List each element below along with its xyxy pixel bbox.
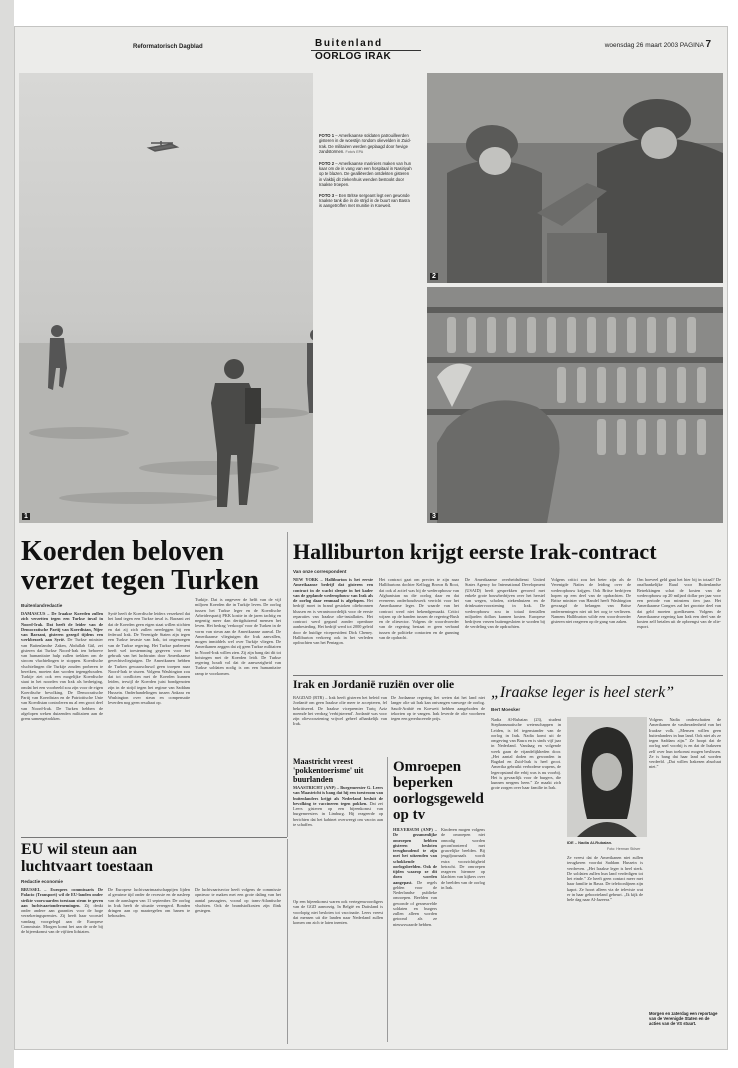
- caption-foto3-text: – Een Britse sergeant legt een gewonde Iraakse tank die in de strijd in de buurt van Basra is aangetroffen met munitie in Koeweit.: [319, 192, 410, 209]
- byline-eu: Redactie economie: [21, 879, 63, 884]
- page-date: [605, 39, 711, 50]
- column-divider: [287, 532, 288, 837]
- column-divider: [287, 839, 288, 1044]
- nadia-photo-credit: Foto: Herman Stöver: [607, 847, 641, 851]
- omroepen-lede: HILVERSUM (ANP) – De gezamenlijke omroepen hebben gisteren besloten terughoudend te zijn met het uitzenden van schokkende oorlogsbeelden. Ook de tijden waarop ze dit doen worden aangepast.: [393, 827, 437, 885]
- iraakse-leger-bottom-note: Morgen en zaterdag een reportage van de Verenigde Staten en de acties van de VS stuurt.: [649, 1011, 718, 1027]
- headline-jordanie: Irak en Jordanië ruziën over olie: [293, 679, 455, 691]
- eu-body-1: Zij denkt onder andere aan garanties voor de hoge verzekeringspremies. Zij heeft haar voorstel vandaag voorgelegd aan de Europese Commissie. Morgen komt het aan de orde bij de bijeenkomst van de vijftien lidstaten.: [21, 902, 103, 934]
- maastricht-column-2: Op een bijeenkomst waren ook vertegenwoordigers van de GGD aanwezig. In België en Duitsland is voorlopig niet besloten tot vaccinatie. Leers vreest dat mensen uit die landen naar Nederland zullen komen om zich te laten inenten.: [293, 899, 383, 925]
- photo-nadia: [567, 717, 647, 837]
- munitions-image: [427, 287, 723, 523]
- maastricht-body-1: Dat zei Leers gisteren op een bijeenkomst van burgemeesters in Limburg. Hij reageerde op berichten dat het kabinet overweegt om vaccin aan te schaffen.: [293, 800, 383, 827]
- byline-halliburton: Van onze correspondent: [293, 569, 347, 574]
- koerden-column-2: Syrië heeft de Koerdische leiders verzekerd dat het land tegen een Turkse inval is. Barzani zei dat de Koerden geen eigen staat willen stichten en dat zij zich zullen neerleggen bij een federaal Irak. De Verenigde Staten zijn tegen een Turkse invasie van Irak, tot ongenoegen van de Turkse regering. Het Turkse parlement heeft wel toestemming gegeven voor het gebruik van het luchtruim door Amerikaanse gevechtsvliegtuigen. De Amerikanen hebben de Turken gewaarschuwd geen troepen naar Noord-Irak te sturen. Volgens Washington zou dat tot conflicten met de Koerden kunnen leiden, terwijl de Koerden juist bondgenoten zijn in de strijd tegen het regime van Saddam Hussein. Onderhandelingen tussen Ankara en Washington over steun en compensatie leverden nog geen resultaat op.: [108, 611, 190, 706]
- caption-foto2-text: – Amerikaanse mariniers maken van hun kaar om de in vang van een hospitaal in Nasiriyah op te blazen. De gealliëerden ontdekten gisteren in vlakbij dit ziekenhuis wenden bestookt door Iraakse troepen.: [319, 160, 412, 188]
- nadia-portrait-image: [567, 717, 647, 837]
- photo-captions: [319, 133, 413, 214]
- eu-column-3: De luchtvaartsector heeft volgens de commissie opnieuw te maken met een grote daling van het aantal passagiers, vooral op trans-Atlantische vluchten. Ook de brandstofkosten zijn flink gestegen.: [195, 887, 281, 913]
- photo-number: 3: [432, 513, 436, 520]
- paper-name: Reformatorisch Dagblad: [133, 44, 203, 50]
- koerden-lede: DAMASCUS – De Iraakse Koerden zullen zich verzetten tegen een Turkse inval in Noord-Irak. Dat heeft de leider van de Democratische Partij van Koerdistan, Nijer van Barzani, gisteren gezegd tijdens een werkbezoek aan Syrië.: [21, 611, 103, 643]
- page-number: 7: [705, 39, 711, 50]
- halliburton-lede: NEW YORK – Halliburton is het eerste Amerikaanse bedrijf dat gisteren een contract in de wacht sleepte in het kader van de geplande wederopbouw van Irak als de oorlog daar eenmaal is afgelopen.: [293, 577, 373, 603]
- nadia-caption: [567, 840, 647, 845]
- jordanie-column-2: De Jordaanse regering liet weten dat het land niet langer olie uit Irak kan ontvangen vanwege de oorlog. Saudi-Arabië en Koeweit hebben aangeboden de tekorten op te vangen. Irak leverde de olie voorheen tegen een gereduceerde prijs.: [391, 695, 485, 721]
- headline-maastricht: Maastricht vreest 'pokkentoerisme' uit buurlanden: [293, 757, 364, 784]
- date-text: woensdag 26 maart 2003 PAGINA: [604, 42, 704, 49]
- maastricht-column-1: [293, 785, 383, 895]
- photo-number: 2: [432, 273, 436, 280]
- photo-number: 1: [24, 513, 28, 520]
- section-divider: [293, 675, 723, 676]
- iraakse-leger-column-3: Volgens Nadia onderschatten de Amerikanen de vastberadenheid van het Iraakse volk. „Mensen willen geen buitenlanders in hun land. Ook niet als ze tegen Saddam zijn.” Ze hoopt dat de oorlog snel voorbij is en dat de Irakezen zelf over hun toekomst mogen beslissen. Ze is bang dat haar land zal worden verdeeld. „Dat willen Irakezen absoluut niet.”: [649, 717, 721, 770]
- photo-marines: [427, 73, 723, 283]
- caption-foto1-text: – Amerikaanse soldaten patrouilleerden gisteren in de woestijn rondom olievelden in Zuid-Irak. De militairen werden geplaagd door hevige zandstormen.: [319, 133, 411, 155]
- headline-koerden: Koerden beloven verzet tegen Turken: [21, 536, 259, 596]
- section-subtitle: OORLOG IRAK: [315, 51, 392, 62]
- koerden-body-1: De Turkse minister van Buitenlandse Zaken, Abdullah Gül, zei gisteren dat Turkse Noord-Irak ten behoeve van humanitaire hulp zullen trekken om de stroom vluchtelingen te stoppen. Koerdische vluchtelingen die Turkije zouden proberen te bereiken, moeten dan worden tegengehouden. Turkije ziet ook een mogelijke Koerdische staat in het noorden van Irak als bedreiging, omdat het een voorbeeld zou zijn voor de eigen Koerdische bevolking. De Democratische Partij van Koerdistan en de Patriottische Unie van Koerdistan controleren nu al een groot deel van Noord-Irak. De Turken hebben de afgelopen weken duizenden militairen aan de grens samengetrokken.: [21, 637, 103, 721]
- caption-foto2-label: FOTO 2: [319, 160, 335, 166]
- byline-iraakse-leger: Bert Moesker: [491, 707, 521, 712]
- caption-foto3-label: FOTO 3: [319, 192, 335, 198]
- omroepen-body-1: De regels gelden voor de Nederlandse publieke omroepen. Beelden van gewonde of gesneuvelde soldaten en burgers zullen alleen worden getoond als ze nieuwswaarde hebben.: [393, 879, 437, 927]
- marines-image: [427, 73, 723, 283]
- photo-munitions: [427, 287, 723, 523]
- page-edge-strip: [0, 0, 14, 1068]
- halliburton-column-1: [293, 577, 373, 671]
- photo-desert-soldiers: [19, 73, 313, 523]
- eu-lede: BRUSSEL – Europees commissaris De Palacio (Transport) wil de EU-landen onder strikte voorwaarden toestaan steun te geven aan luchtvaartondernemingen.: [21, 887, 103, 908]
- koerden-column-1: [21, 611, 103, 833]
- newspaper-page: [14, 26, 728, 1050]
- headline-iraakse-leger: „Iraakse leger is heel sterk”: [491, 684, 675, 701]
- maastricht-lede: MAASTRICHT (ANP) – Burgemeester G. Leers van Maastricht is bang dat hij een toestroom van buitenlanders krijgt als Nederland besluit de bevolking te vaccineren tegen pokken.: [293, 785, 383, 806]
- headline-eu: EU wil steun aan luchtvaart toestaan: [21, 841, 153, 875]
- desert-soldiers-image: [19, 73, 313, 523]
- omroepen-column-2: Kinderen mogen volgens de omroepen niet onnodig worden geconfronteerd met gruwelijke beelden. Bij jeugdjournaals wordt extra voorzichtigheid betracht. De omroepen reageren hiermee op klachten van kijkers over de beelden van de oorlog in Irak.: [441, 827, 485, 890]
- column-divider: [387, 757, 388, 1042]
- iraakse-leger-column-2: Ze vreest dat de Amerikanen niet zullen terugkeren voordat Saddam Hussein is verdreven. „Het Iraakse leger is heel sterk. De soldaten zullen hun land verdedigen tot het einde.” Ze heeft geen contact meer met haar familie in Basra. De telefoonlijnen zijn kapot. Ze hoort alleen via de televisie wat er in haar geboorteland gebeurt. „Ik kijk de hele dag naar Al-Jazeera.”: [567, 855, 643, 902]
- halliburton-column-4: Volgens critici zou het beter zijn als de Verenigde Naties de leiding over de wederopbouw krijgen. Ook Britse bedrijven hopen op een deel van de opdrachten. De Britse minister van Handel heeft Washington gevraagd de belangen van Britse ondernemingen niet uit het oog te verliezen. Namens Halliburton wilde een woordvoerder gisteren niet reageren op de gang van zaken.: [551, 577, 631, 624]
- caption-foto1-label: FOTO 1: [319, 133, 335, 138]
- omroepen-column-1: [393, 827, 437, 1039]
- lower-section-divider: [21, 837, 287, 838]
- caption-foto2: [319, 161, 413, 188]
- eu-column-1: [21, 887, 103, 1039]
- halliburton-column-3: De Amerikaanse overheidsdienst United States Agency for International Development (USAID) heeft gesprekken gevoerd met enkele grote bouwbedrijven over het herstel van wegen, scholen, ziekenhuizen en de drinkwatervoorziening in Irak. De wederopbouw zou in totaal tientallen miljarden dollars kunnen kosten. Europese bedrijven vrezen buitengesloten te worden bij de verdeling van de opdrachten.: [465, 577, 545, 630]
- caption-foto1-credit: Foto's EPA: [345, 150, 364, 155]
- koerden-column-3: Turkije. Dat is ongeveer de helft van de vijf miljoen Koerden die in Turkije leven. De oorlog tussen het Turkse leger en de Koerdische Arbeiderspartij PKK kostte in de jaren tachtig en negentig meer dan dertigduizend mensen het leven. Het bedrag 'verkoopt' voor de Turken in de vorm van steun aan de Amerikaanse aanval. De Amerikaanse vliegtuigen die Irak aanvallen, mogen inmiddels wel over Turkije vliegen. De Amerikanen zeggen dat zij geen Turkse militairen in Noord-Irak willen zien. Zij zijn bang dat dit tot botsingen met de Koerden leidt. De Turkse regering houdt vol dat de aanwezigheid van Turkse soldaten nodig is om een humanitaire ramp te voorkomen.: [195, 597, 281, 676]
- jordanie-column-1: BAGDAD (RTR) – Irak heeft gisteren het beleid van Jordanië om geen Iraakse olie meer te accepteren, fel bekritiseerd. De Iraakse vicepremier Tariq Aziz noemde het verdrag 'verbijsterend'. Jordanië was voor zijn olievoorziening vrijwel geheel afhankelijk van Irak.: [293, 695, 387, 727]
- halliburton-body-1: Het bedrijf moet in brand gestoken oliebronnen blussen en is verantwoordelijk voor de eerste reparaties van Iraakse olie-installaties. Het contract werd gegund zonder openbare aanbesteding. Het bedrijf werd tot 2000 geleid door de huidige vicepresident Dick Cheney. Halliburton verkreeg ook in het verleden opdrachten van het Pentagon.: [293, 598, 373, 645]
- nadia-caption-text: IDE – Nadia Al-Rubaian.: [567, 840, 613, 845]
- caption-foto1: [319, 133, 413, 156]
- caption-foto3: [319, 193, 413, 209]
- halliburton-column-2: Het contract gaat om precies te zijn naar Halliburtons dochter Kellogg Brown & Root, dat ook al actief was bij de wederopbouw van Afghanistan na die oorlog daar en dat eveneens onderhoudswerk verricht voor het Amerikaanse leger. De waarde van het contract werd niet bekendgemaakt. Critici wijzen op de banden tussen de regering-Bush en de oliesector. Volgens de woordvoerder van de regering bestaat er geen verband tussen de politieke contacten en de gunning van de opdracht.: [379, 577, 459, 640]
- section-title: Buitenland: [315, 38, 383, 49]
- headline-halliburton: Halliburton krijgt eerste Irak-contract: [293, 539, 657, 564]
- eu-column-2: De Europese luchtvaartmaatschappijen lijden al geruime tijd onder de recessie en de nasleep van de aanslagen van 11 september. De oorlog in Irak heeft de situatie verergerd. Bonden dringen aan op maatregelen om banen te behouden.: [108, 887, 190, 919]
- headline-omroepen: Omroepen beperken oorlogsgeweld op tv: [393, 759, 484, 823]
- iraakse-leger-column-1: Nadia Al-Rubaian (23), student Stephansmatische wetenschappen in Leiden, is fel tegenstander van de oorlog in Irak. Nadia komt uit de omgeving van Basra en is sinds vijf jaar in Nederland. Vandaag en volgende week gaan de vijandelijkheden door. „Het aantal doden en gewonden in Bagdad en Zuid-Irak is heel groot. Amerika gebruikt verbodene wapens, de legeropstand die erbij was is nu voorbij. Het is gevaarlijk voor de burgers, die kunnen nergens heen.” Ze maakt zich grote zorgen over haar familie in Irak.: [491, 717, 561, 791]
- byline-koerden: Buitenlandredactie: [21, 603, 63, 608]
- halliburton-column-5: Om hoeveel geld gaat het hier bij in totaal? De onafhankelijke Raad voor Buitenlandse Betrekkingen schat de kosten van de wederopbouw op 20 miljard dollar per jaar voor een periode van minstens tien jaar. Het Amerikaanse Congres zal het grootste deel van dat geld moeten goedkeuren. Volgens de Amerikaanse regering kan Irak een deel van de kosten zelf betalen uit de opbrengst van de olie-export.: [637, 577, 721, 630]
